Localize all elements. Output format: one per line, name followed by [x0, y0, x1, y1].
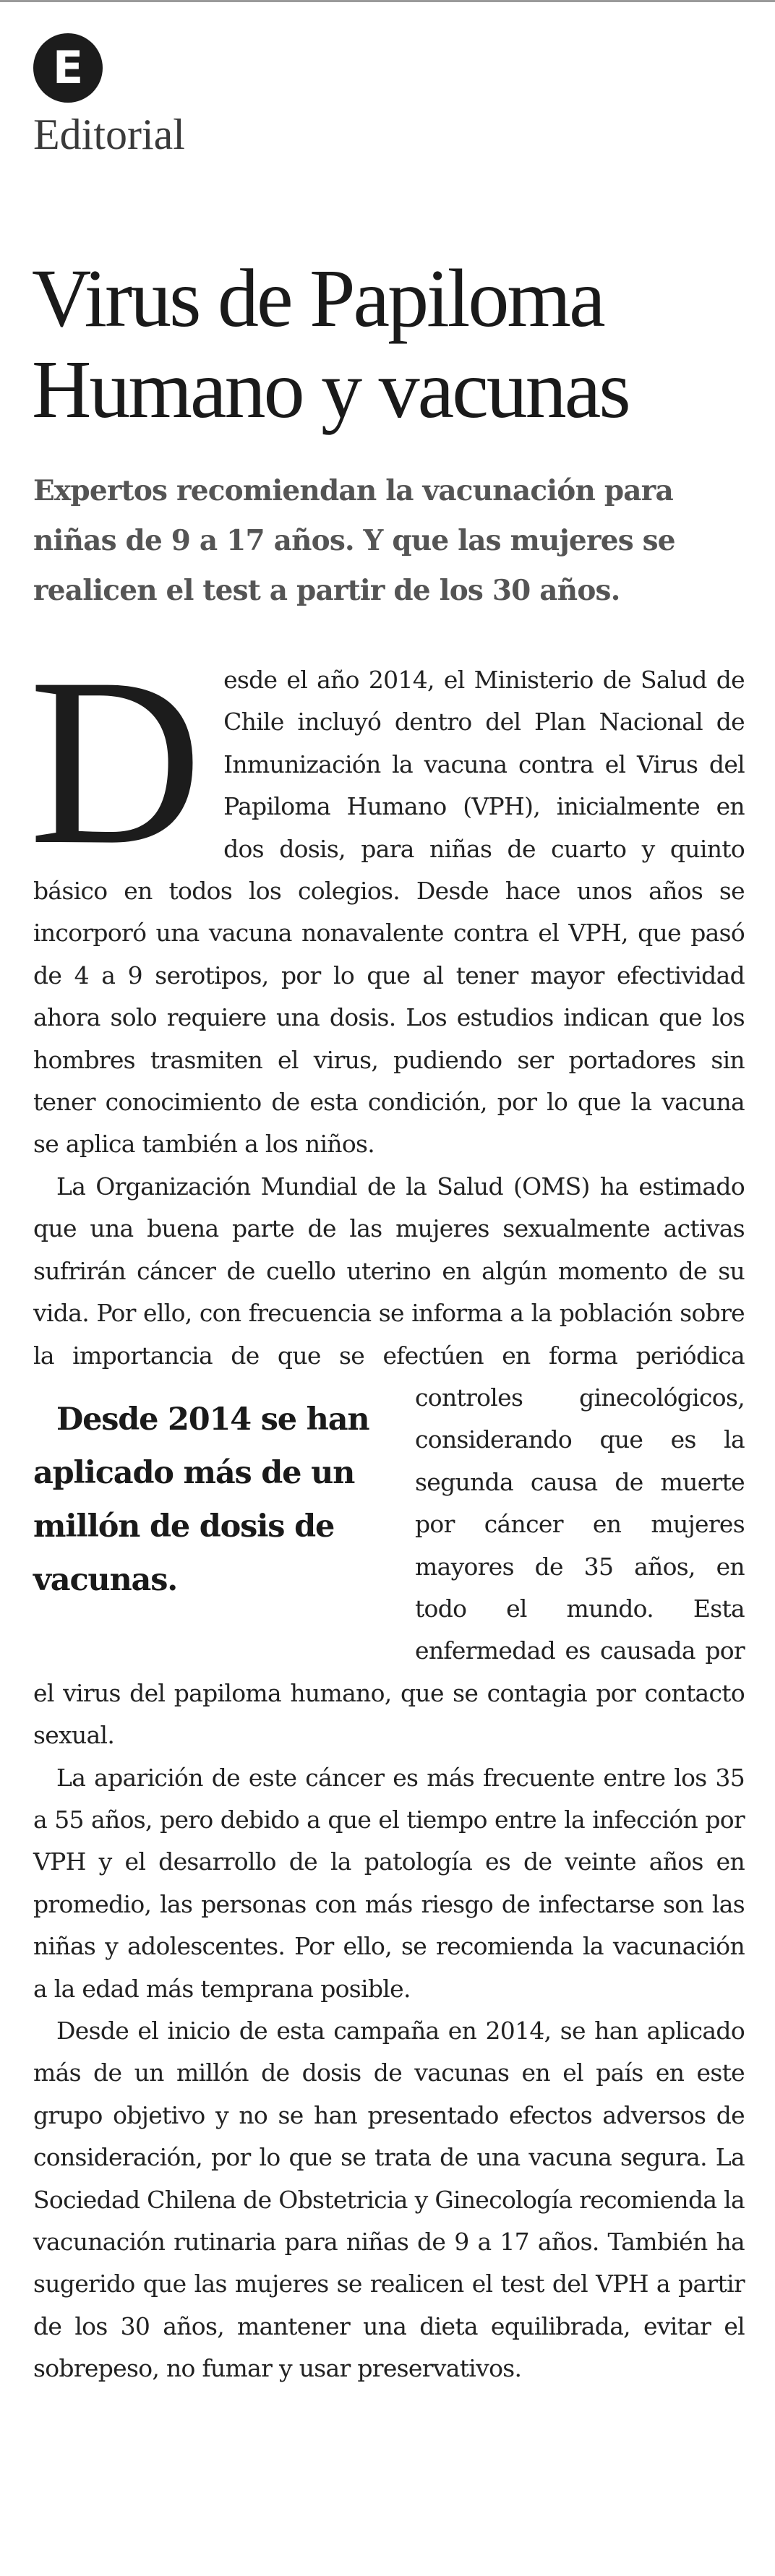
paragraph-3: La aparición de este cáncer es más frecuente entre los 35 a 55 años, pero debido a que el tiempo entre la infección por VPH y el desarrollo de la patología es de veinte años en promedio, las personas con más riesgo de infectarse son las niñas y adolescentes. Por ello, se recomienda la vacunación a la edad más temprana posible. — [33, 1763, 745, 2003]
deck-subtitle: Expertos recomiendan la vacunación para niñas de 9 a 17 años. Y que las mujeres se realicen el test a partir de los 30 años. — [33, 474, 675, 607]
paragraph-4: Desde el inicio de esta campaña en 2014, se han aplicado más de un millón de dosis de vacunas en el país en este grupo objetivo y no se han presentado efectos adversos de consideración, por lo que se trata de una vacuna segura. La Sociedad Chilena de Obstetricia y Ginecología recomienda la vacunación rutinaria para niñas de 9 a 17 años. También ha sugerido que las mujeres se realicen el test del VPH a partir de los 30 años, mantener una dieta equilibrada, evitar el sobrepeso, no fumar y usar preservativos. — [33, 2017, 745, 2383]
section-label: Editorial — [33, 111, 185, 158]
article-body — [29, 628, 745, 2390]
drop-cap: D — [29, 628, 202, 894]
paragraph-1 — [29, 628, 745, 1166]
section-badge-icon: E — [33, 33, 103, 103]
headline — [32, 253, 748, 435]
pull-quote: Desde 2014 se han aplicado más de un millón de dosis de vacunas. — [33, 1401, 369, 1598]
paragraph-2 — [33, 1166, 745, 1757]
top-rule — [0, 0, 775, 2]
paragraph-2-text-a: La Organización Mundial de la Salud (OMS) ha estimado que una buena parte de las mujeres sexualmente activas sufrirán cáncer de cuello uterino en algún momento de su vida. Por ello, con frecuencia se informa a la población sobre la importancia de que se efectúen en forma periódica controles ginecológicos, — [33, 1172, 745, 1412]
headline-line-1: Virus de Papiloma — [32, 252, 604, 344]
paragraph-2-text-b: considerando que es la segunda causa de muerte por cáncer en mujeres mayores de 35 años, en todo el mundo. Esta enfermedad es causada por el virus del papiloma humano, que se contagia por contacto sexual. — [33, 1425, 745, 1750]
paragraph-1-text: esde el año 2014, el Ministerio de Salud de Chile incluyó dentro del Plan Nacional de Inmunización la vacuna contra el Virus del Papiloma Humano (VPH), inicialmente en dos dosis, para niñas de cuarto y quinto básico en todos los colegios. Desde hace unos años se incorporó una vacuna nonavalente contra el VPH, que pasó de 4 a 9 serotipos, por lo que al tener mayor efectividad ahora solo requiere una dosis. Los estudios indican que los hombres trasmiten el virus, pudiendo ser portadores sin tener conocimiento de esta condición, por lo que la vacuna se aplica también a los niños. — [33, 666, 745, 1159]
headline-line-2: Humano y vacunas — [32, 343, 629, 435]
